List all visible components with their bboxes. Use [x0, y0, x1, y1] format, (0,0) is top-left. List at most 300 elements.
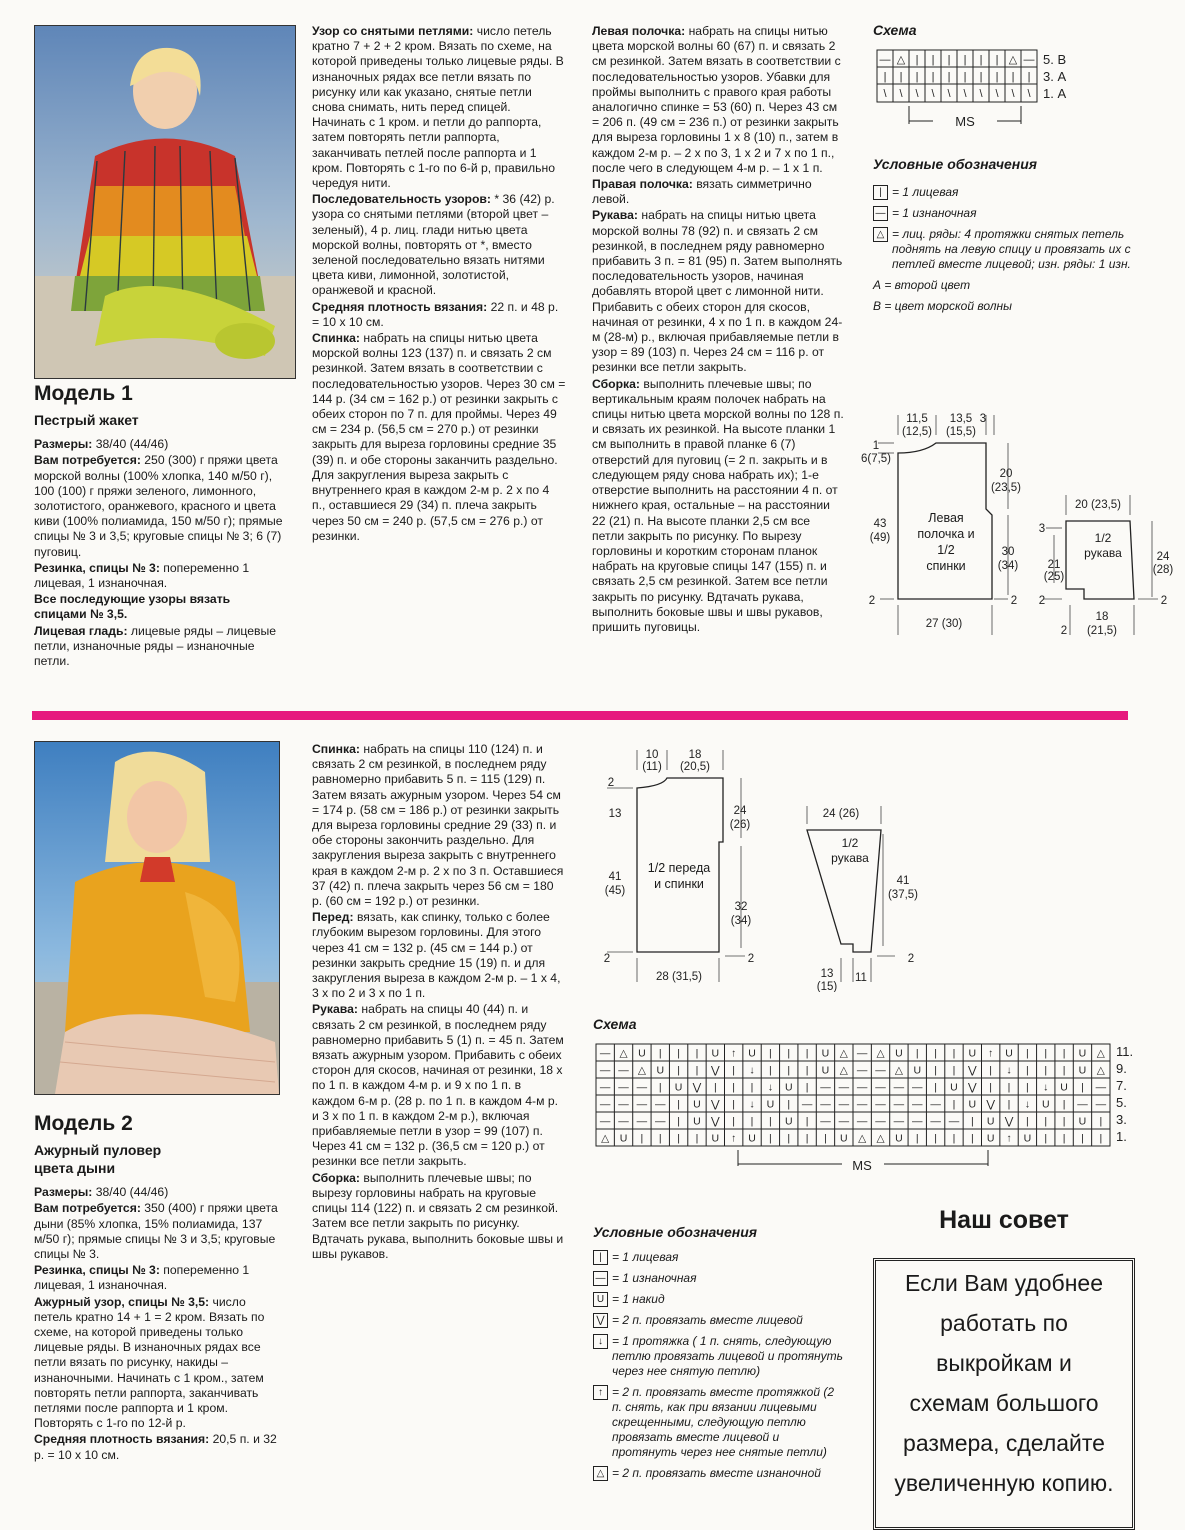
dim: 18 — [1095, 611, 1109, 623]
svg-text:|: | — [1027, 71, 1031, 83]
lace-chart-cell: △ — [1096, 1064, 1105, 1077]
piece-label: 1/2 переда и спинки — [647, 861, 711, 891]
lace-chart-cell: — — [820, 1098, 831, 1111]
dim: 18 — [688, 749, 702, 761]
legend-text: = лиц. ряды: 4 протяжки снятых петель поднять на левую спицу и провязать их с петлей вместе лицевой; изн. ряды: 1 изн. — [892, 227, 1131, 271]
label: Размеры: — [34, 437, 93, 452]
lace-chart-cell: △ — [839, 1064, 848, 1077]
legend-symbol: ⋁ — [593, 1313, 608, 1328]
svg-text:|: | — [915, 54, 919, 66]
lace-chart-cell: | — [695, 1047, 699, 1060]
text: 38/40 (44/46) — [95, 437, 169, 452]
dim: (11) — [642, 761, 662, 773]
svg-text:\: \ — [1011, 88, 1015, 100]
lace-chart-cell: | — [970, 1115, 974, 1128]
lace-chart-cell: — — [636, 1081, 648, 1094]
text: выполнить плечевые швы; по вырезу горловины набрать на круговые спицы 114 (122) п. и связать 2 см резинкой. Затем все петли закрыть по рисунку. Вдтачать рукава, выполнить боковые швы и швы рукавов. — [312, 1170, 564, 1261]
lace-chart-cell: | — [732, 1098, 736, 1111]
lace-chart-cell: | — [769, 1064, 772, 1077]
text: выполнить плечевые швы; по вертикальным краям полочек набрать на спицы нитью цвета морской волны по 128 п. и связать их резинкой. На высоте планки 1 см выполнить в правой планке 6 (7) отверстий для пуговиц (= 2 п. закрыть и в следующем ряду снова набрать их); 1-е отверстие выполнить на расстоянии 4 п. от нижнего края, остальные – на расстоянии 22 (21) п. На высоте планки 2,5 см все петли закрыть по рисунку. По вырезу горловины и коротким сторонам планок набрать на круговые спицы 147 (155) п. и связать 2,5 см резинкой. Затем все петли закрыть по рисунку. Вдтачать рукава, выполнить боковые швы и швы рукавов, пришить пуговицы. — [592, 376, 844, 634]
lace-chart-cell: ↓ — [1006, 1064, 1012, 1077]
dim: (25) — [1043, 571, 1065, 583]
dim: 21 — [1047, 559, 1061, 571]
lace-chart-cell: — — [912, 1098, 923, 1111]
legend-text: = 1 накид — [612, 1292, 665, 1306]
legend-text: = 2 п. провязать вместе лицевой — [612, 1313, 803, 1327]
lace-chart-cell: — — [838, 1098, 850, 1111]
text: набрать на спицы нитью цвета морской волны 123 (137) п. и связать 2 см резинкой. Затем вязать в соответствии с последовательностью узоров. Через 30 см = 144 р. (34 см = 162 р.) от резинки закрыть с обеих сторон по 7 п. для проймы. Через 49 см = 234 р. (56,5 см = 270 р.) от резинки закрыть для выреза горловины средние 35 (39) п. и обе стороны заканчить раздельно. Для закругления выреза закрыть с внутреннего края в каждом 2-м р. 2 х по 4 п., оставшиеся 29 (34) п. плеча закрыть через 50 см = 240 р. (57,5 см = 276 р.) от резинки. — [312, 331, 566, 543]
legend-item — [593, 1334, 843, 1379]
dim: 3 — [979, 413, 987, 425]
svg-text:|: | — [915, 71, 919, 83]
lace-chart-cell: | — [1081, 1132, 1084, 1145]
lace-chart-cell: U — [821, 1047, 830, 1060]
text: 20,5 п. и 32 р. = 10 х 10 см. — [34, 1432, 277, 1462]
dim: 2 — [1038, 595, 1046, 607]
scheme-row-label: 9. — [1116, 1061, 1127, 1076]
dim: 2 — [747, 953, 755, 965]
lace-chart-cell: | — [1026, 1047, 1029, 1060]
label: Узор со снятыми петлями: — [312, 24, 474, 38]
text: * 36 (42) р. узора со снятыми петлями (второй цвет – зеленый), 4 р. лиц. глади нитью цвета морской волны, повторять от *, вместо зеленой последовательно вязать нитями цвета киви, лимонной, золотистой, оранжевой и красной. — [312, 192, 555, 298]
lace-chart-cell: — — [856, 1064, 868, 1077]
lace-chart-cell: — — [856, 1047, 868, 1060]
lace-chart-cell: | — [1062, 1098, 1066, 1111]
lace-chart-cell: | — [750, 1081, 754, 1094]
lace-chart-cell: — — [1095, 1081, 1107, 1094]
legend-text: = 1 протяжка ( 1 п. снять, следующую петлю провязать лицевой и протянуть через нее снятую петлю) — [612, 1334, 843, 1378]
dim: 24 — [1156, 551, 1170, 563]
label: Вам потребуется: — [34, 453, 141, 468]
lace-chart-cell: U — [784, 1115, 793, 1128]
lace-chart-cell: U — [1060, 1081, 1068, 1094]
label: Перед: — [312, 910, 354, 925]
svg-text:|: | — [883, 71, 887, 83]
svg-text:|: | — [931, 54, 935, 66]
lace-chart-cell: — — [948, 1115, 960, 1128]
legend-a: А = второй цвет — [873, 278, 971, 292]
model1-title: Модель 1 — [34, 382, 133, 405]
svg-text:|: | — [899, 71, 903, 83]
dim: 24 (26) — [822, 808, 860, 820]
lace-chart-cell: | — [713, 1081, 717, 1094]
lace-chart-cell: | — [1044, 1047, 1048, 1060]
legend-symbol: ↑ — [593, 1385, 608, 1400]
lace-chart-cell: | — [787, 1047, 791, 1060]
dim: 2 — [603, 953, 611, 965]
dim: (34) — [997, 560, 1019, 572]
lace-chart-cell: | — [677, 1098, 680, 1111]
dim: 3 — [1038, 523, 1046, 535]
text: 38/40 (44/46) — [95, 1185, 169, 1200]
lace-chart-cell: ⋁ — [711, 1064, 720, 1077]
model1-pattern — [858, 405, 1173, 640]
lace-chart-cell: — — [1077, 1098, 1088, 1111]
advice-line: Если Вам удобнее — [905, 1270, 1103, 1296]
lace-chart-cell: — — [636, 1115, 648, 1128]
lace-chart-cell: | — [1007, 1081, 1011, 1094]
lace-chart-cell: U — [1023, 1132, 1032, 1145]
text: 350 (400) г пряжи цвета дыни (85% хлопка, 15% полиамида, 137 м/50 г); прямые спицы № 3 и 3,5; круговые спицы № 3. — [34, 1201, 278, 1262]
lace-chart-cell: | — [952, 1064, 956, 1077]
lace-chart-cell: U — [1078, 1064, 1087, 1077]
lace-chart-cell: ↓ — [767, 1081, 774, 1094]
svg-text:|: | — [979, 54, 983, 66]
lace-chart-cell: | — [952, 1098, 956, 1111]
legend-item — [593, 1250, 843, 1265]
label: Ажурный узор, спицы № 3,5: — [34, 1294, 210, 1309]
lace-chart-cell: | — [1026, 1064, 1029, 1077]
lace-chart-cell: | — [732, 1081, 736, 1094]
lace-chart-cell: — — [820, 1081, 831, 1094]
legend-text: = 1 лицевая — [892, 185, 959, 199]
lace-chart-cell: | — [952, 1132, 956, 1145]
lace-chart-cell: U — [986, 1132, 995, 1145]
text: 250 (300) г пряжи цвета морской волны (100% хлопка, 140 м/50 г), 100 (100) г пряжи зеленого, лимонного, золотистого, оранжевого, красного и цвета киви (100% полиамида, 150 м/50 г); прямые спицы № 3 и 3,5; круговые спицы № 3; 6 (7) пуговиц. — [34, 453, 283, 559]
dim: (28) — [1152, 564, 1173, 576]
legend-item — [873, 206, 1133, 221]
model1-col2 — [312, 24, 566, 545]
label: Средняя плотность вязания: — [312, 299, 488, 314]
lace-chart-cell: — — [930, 1115, 941, 1128]
lace-chart-cell: | — [989, 1064, 993, 1077]
lace-chart-cell: △ — [839, 1047, 848, 1060]
dim: 6(7,5) — [860, 453, 892, 465]
legend-item — [593, 1385, 843, 1460]
legend-symbol: U — [593, 1292, 608, 1307]
legend-symbol: | — [593, 1250, 608, 1265]
lace-chart-cell: | — [1062, 1047, 1066, 1060]
label: Вам потребуется: — [34, 1201, 141, 1216]
scheme-row-label: 3. — [1116, 1112, 1127, 1127]
scheme-row-label: 1. — [1116, 1129, 1127, 1144]
lace-chart-cell: U — [950, 1081, 958, 1094]
ms-label: MS — [852, 1158, 872, 1173]
dim: 11 — [855, 972, 867, 984]
lace-chart-cell: — — [820, 1115, 831, 1128]
model2-col2 — [312, 742, 566, 1263]
ms-label: MS — [955, 114, 975, 129]
lace-chart-cell: | — [769, 1132, 772, 1145]
lace-chart-cell: U — [784, 1081, 793, 1094]
svg-text:—: — — [879, 54, 891, 66]
lace-chart-cell: ↑ — [731, 1047, 737, 1060]
lace-chart-cell: — — [801, 1098, 813, 1111]
legend-item — [593, 1466, 843, 1481]
model1-subtitle: Пестрый жакет — [34, 412, 139, 429]
svg-text:|: | — [947, 54, 951, 66]
advice-line: схемам большого — [909, 1390, 1099, 1416]
legend-symbol: — — [873, 206, 888, 221]
lace-chart-cell: U — [674, 1081, 683, 1094]
lace-chart-cell: ⋁ — [968, 1064, 977, 1077]
model2-scheme-title: Схема — [593, 1016, 637, 1032]
lace-chart-cell: U — [1078, 1047, 1087, 1060]
lace-chart-cell: | — [952, 1047, 956, 1060]
lace-chart-cell: — — [875, 1081, 886, 1094]
lace-chart-cell: | — [934, 1132, 937, 1145]
model2-photo — [34, 741, 280, 1095]
lace-chart-cell: △ — [894, 1064, 903, 1077]
lace-chart-cell: | — [787, 1098, 791, 1111]
lace-chart-cell: — — [893, 1081, 905, 1094]
lace-chart-cell: | — [989, 1081, 993, 1094]
lace-chart-cell: — — [856, 1098, 868, 1111]
legend-b: В = цвет морской волны — [873, 299, 1012, 313]
lace-chart-cell: U — [968, 1098, 977, 1111]
lace-chart-cell: — — [618, 1115, 629, 1128]
advice-line: работать по — [940, 1310, 1068, 1336]
dim: 2 — [607, 777, 615, 789]
model1-scheme-title: Схема — [873, 22, 917, 38]
lace-chart-cell: | — [677, 1064, 680, 1077]
lace-chart-cell: | — [769, 1115, 772, 1128]
svg-text:|: | — [1011, 71, 1015, 83]
lace-chart-cell: | — [640, 1132, 644, 1145]
scheme-row-label: 11. — [1116, 1044, 1134, 1059]
legend-symbol: | — [873, 185, 888, 200]
dim: (21,5) — [1086, 625, 1118, 637]
advice-title: Наш совет — [939, 1206, 1069, 1234]
svg-text:\: \ — [947, 88, 951, 100]
lace-chart-cell: ↑ — [731, 1132, 737, 1145]
dim: 41 — [896, 875, 910, 887]
svg-text:|: | — [963, 54, 967, 66]
lace-chart-cell: | — [787, 1132, 791, 1145]
lace-chart-cell: U — [1005, 1047, 1013, 1060]
piece-label: Левая полочка и 1/2 спинки — [917, 511, 975, 573]
lace-chart-cell: △ — [858, 1132, 867, 1145]
advice-line: размера, сделайте — [903, 1430, 1105, 1456]
lace-chart-cell: | — [1044, 1132, 1048, 1145]
model2-photo-illustration — [35, 742, 279, 1094]
svg-text:\: \ — [883, 88, 887, 100]
label: Левая полочка: — [592, 24, 686, 38]
lace-chart-cell: — — [1095, 1098, 1107, 1111]
lace-chart-cell: ⋁ — [711, 1115, 720, 1128]
label: Резинка, спицы № 3: — [34, 1263, 160, 1278]
lace-chart-cell: | — [824, 1132, 827, 1145]
svg-text:|: | — [947, 71, 951, 83]
lace-chart-cell: | — [695, 1132, 699, 1145]
lace-chart-cell: | — [787, 1064, 791, 1077]
advice-box — [873, 1258, 1135, 1530]
legend-item — [873, 185, 1133, 200]
lace-chart-cell: | — [1026, 1081, 1029, 1094]
lace-chart-cell: ⋁ — [986, 1098, 995, 1111]
lace-chart-cell: U — [693, 1115, 701, 1128]
dim: (49) — [869, 532, 891, 544]
lace-chart-cell: | — [732, 1064, 736, 1077]
legend-item — [593, 1271, 843, 1286]
legend-symbol: △ — [593, 1466, 608, 1481]
lace-chart-cell: — — [599, 1098, 611, 1111]
lace-chart-cell: | — [970, 1132, 974, 1145]
text: набрать на спицы 40 (44) п. и связать 2 см резинкой, в последнем ряду равномерно прибавить 5 (1) п. = 45 п. Затем вязать ажурным узором. Прибавить с обеих сторон для скосов, начиная от резинки, 18 х по 1 п. в каждом 4-м р. и 9 х по 1 п. в каждом 6-м р. (28 р. по 1 п. в каждом 4-м р. и 3 х по 1 п. в каждом 2-м р.), включая прибавляемые петли в узор = 99 (107) п. Через 41 см = 132 р. (36,5 см = 120 р.) от резинки все петли закрыть. — [312, 1002, 564, 1169]
lace-chart-cell: | — [1081, 1081, 1084, 1094]
lace-chart-cell: | — [915, 1132, 919, 1145]
lace-chart-cell: U — [748, 1132, 756, 1145]
lace-chart-cell: — — [636, 1098, 648, 1111]
lace-chart-cell: △ — [637, 1064, 646, 1077]
svg-text:\: \ — [1027, 88, 1031, 100]
lace-chart-cell: △ — [876, 1132, 885, 1145]
lace-chart-cell: | — [732, 1115, 736, 1128]
lace-chart-cell: | — [805, 1064, 809, 1077]
lace-chart-cell: — — [930, 1098, 941, 1111]
lace-chart-cell: U — [638, 1047, 646, 1060]
legend-item — [873, 227, 1133, 272]
model2-pattern — [595, 742, 935, 992]
section-divider — [32, 711, 1128, 720]
lace-chart-cell: △ — [1096, 1047, 1105, 1060]
lace-chart-cell: | — [769, 1047, 772, 1060]
scheme-row-label: 5. В — [1043, 52, 1067, 67]
lace-chart-cell: — — [856, 1081, 868, 1094]
lace-chart-cell: ↓ — [1043, 1081, 1049, 1094]
lace-chart-cell: — — [599, 1047, 611, 1060]
lace-chart-cell: | — [1062, 1064, 1066, 1077]
text: вязать симметрично левой. — [592, 177, 812, 207]
dim: 2 — [907, 953, 915, 965]
dim: 32 — [734, 901, 748, 913]
dim: (26) — [729, 819, 751, 831]
legend-text: = 2 п. провязать вместе протяжкой (2 п. снять, как при вязании лицевыми скрещенными, следующую петлю провязать вместе лицевой и протянуть через нее снятые петли) — [612, 1385, 835, 1459]
lace-chart-cell: — — [655, 1098, 666, 1111]
text: лицевые ряды – лицевые петли, изнаночные ряды – изнаночные петли. — [34, 623, 277, 669]
lace-chart-cell: U — [895, 1047, 903, 1060]
model2-scheme-chart — [594, 1040, 1154, 1180]
lace-chart-cell: | — [677, 1047, 680, 1060]
legend-symbol: △ — [873, 227, 888, 242]
lace-chart-cell: | — [750, 1115, 754, 1128]
svg-text:\: \ — [963, 88, 967, 100]
legend-text: = 1 изнаночная — [892, 206, 977, 220]
dim: (34) — [730, 915, 752, 927]
dim: 2 — [1060, 625, 1068, 637]
model1-col1 — [34, 382, 286, 670]
legend-symbol: ↓ — [593, 1334, 608, 1349]
lace-chart-cell: U — [619, 1132, 628, 1145]
lace-chart-cell: — — [655, 1115, 666, 1128]
legend-text: = 1 лицевая — [612, 1250, 679, 1264]
model2-subtitle: цвета дыни — [34, 1160, 116, 1177]
lace-chart-cell: — — [893, 1098, 905, 1111]
lace-chart-cell: △ — [876, 1047, 885, 1060]
lace-chart-cell: | — [695, 1064, 699, 1077]
dim: 43 — [873, 518, 887, 530]
scheme-row-label: 5. — [1116, 1095, 1127, 1110]
lace-chart-cell: | — [1007, 1098, 1011, 1111]
label: Правая полочка: — [592, 177, 693, 192]
lace-chart-cell: ↑ — [988, 1047, 994, 1060]
text: число петель кратно 7 + 2 + 2 кром. Вязать по схеме, на которой приведены только лицевые ряды. В изнаночных рядах все петли вязать по рисунку или как указано, снятые петли снова снимать, нить перед спицей. Начинать с 1 кром. и петли до раппорта, затем повторять петли раппорта, заканчивать петлей после раппорта и 1 кром. Повторять с 1-го по 6-й р, правильно чередуя нити. — [312, 24, 564, 191]
label: Последовательность узоров: — [312, 192, 491, 207]
lace-chart-cell: — — [912, 1081, 923, 1094]
dim: 30 — [1001, 546, 1015, 558]
lace-chart-cell: U — [656, 1064, 665, 1077]
dim: (20,5) — [679, 761, 711, 773]
text: 22 п. и 48 р. = 10 х 10 см. — [312, 299, 559, 329]
dim: 2 — [1010, 595, 1018, 607]
dim: 13 — [608, 808, 622, 820]
text: набрать на спицы 110 (124) п. и связать 2 см резинкой, в последнем ряду равномерно прибавить 5 п. = 115 (129) п. Затем вязать ажурным узором. Через 54 см = 174 р. (58 см = 186 р.) от резинки закрыть для выреза горловины средние 29 (33) п. и обе стороны закончить раздельно. Для закругления выреза закрыть с внутреннего края в каждом 2-м р. 2 х по 3 п. Оставшиеся 37 (42) п. плеча закрыть через 56 см = 180 р. (60 см = 192 р.) от резинки. — [312, 742, 564, 909]
lace-chart-cell: — — [618, 1081, 629, 1094]
lace-chart-cell: | — [934, 1047, 937, 1060]
dim: 2 — [868, 595, 876, 607]
lace-chart-cell: — — [838, 1081, 850, 1094]
label: Спинка: — [312, 742, 360, 756]
svg-text:△: △ — [896, 54, 906, 66]
dim: (12,5) — [901, 426, 933, 438]
text: набрать на спицы нитью цвета морской волны 78 (92) п. и связать 2 см резинкой, в последнем ряду равномерно прибавить 3 п. = 81 (95) п. Затем выполнять последовательность узоров, начиная добавлять второй цвет с лимонной нити. Прибавить с обеих сторон для скосов, начиная от резинки, 4 х по 1 п. в каждом 24-м (28-м) р., включая прибавляемые петли в узор = 89 (103) п. Через 24 см = 116 р. от резинки все петли закрыть. — [592, 208, 843, 375]
lace-chart-cell: | — [1062, 1132, 1066, 1145]
legend-text: = 2 п. провязать вместе изнаночной — [612, 1466, 821, 1480]
label: Сборка: — [312, 1170, 360, 1185]
label: Рукава: — [312, 1002, 358, 1017]
legend-symbol: — — [593, 1271, 608, 1286]
scheme-row-label: 1. А — [1043, 86, 1067, 101]
advice-line: выкройкам и — [936, 1350, 1072, 1376]
lace-chart-cell: | — [658, 1132, 662, 1145]
text: набрать на спицы нитью цвета морской волны 60 (67) п. и связать 2 см резинкой. Затем вязать в соответствии с последовательностью узоров. Убавки для проймы выполнить с правого края работы аналогично спинке = 53 (60) п. Через 43 см = 206 п. (49 см = 236 п.) от резинки закрыть для выреза горловины 1 х 8 (10) п., затем в каждом 2-м р. – 2 х по 3, 1 х 2 и 7 х по 1 п., после чего в следующем 4-м р. – 1 х 1 п. — [592, 24, 841, 175]
svg-text:|: | — [931, 71, 935, 83]
lace-chart-cell: | — [1099, 1132, 1103, 1145]
lace-chart-cell: U — [913, 1064, 922, 1077]
dim: 13 — [820, 968, 834, 980]
svg-text:\: \ — [899, 88, 903, 100]
model2-col1 — [34, 1112, 286, 1464]
lace-chart-cell: ⋁ — [692, 1081, 702, 1094]
sleeve-label: 1/2 рукава — [1084, 531, 1122, 560]
dim: 41 — [608, 871, 622, 883]
lace-chart-cell: ↓ — [1024, 1098, 1031, 1111]
text: вязать, как спинку, только с более глубоким вырезом горловины. Для этого через 41 см = 132 р. (45 см = 144 р.) от резинки закрыть средние 15 (19) п. и для закругления выреза в каждом 2-м р. – 1 х 4, 3 х по 2 и 3 х по 1 п. — [312, 910, 561, 1001]
model1-col3 — [592, 24, 844, 636]
lace-chart-cell: | — [1044, 1115, 1048, 1128]
sleeve-label: 1/2 рукава — [831, 836, 869, 865]
lace-chart-cell: U — [766, 1098, 775, 1111]
lace-chart-cell: U — [693, 1098, 701, 1111]
lace-chart-cell: U — [840, 1132, 848, 1145]
dim: 1 — [872, 440, 880, 452]
lace-chart-cell: ↑ — [1006, 1132, 1012, 1145]
lace-chart-cell: | — [934, 1064, 937, 1077]
model2-subtitle: Ажурный пуловер — [34, 1142, 162, 1159]
lace-chart-cell: U — [895, 1132, 903, 1145]
model1-photo-illustration — [35, 26, 295, 378]
model1-legend-title: Условные обозначения — [873, 156, 1038, 172]
lace-chart-cell: ⋁ — [711, 1098, 720, 1111]
svg-text:—: — — [1023, 54, 1035, 66]
svg-text:\: \ — [979, 88, 983, 100]
dim: (23,5) — [990, 482, 1022, 494]
label: Сборка: — [592, 376, 640, 391]
model2-legend — [593, 1250, 843, 1487]
dim: (45) — [604, 885, 626, 897]
lace-chart-cell: U — [748, 1047, 756, 1060]
svg-text:|: | — [995, 71, 999, 83]
lace-chart-cell: U — [968, 1047, 977, 1060]
lace-chart-cell: ↓ — [749, 1064, 755, 1077]
legend-item — [593, 1313, 843, 1328]
svg-text:|: | — [963, 71, 967, 83]
label: Резинка, спицы № 3: — [34, 560, 160, 575]
model1-legend — [873, 185, 1133, 314]
lace-chart-cell: — — [618, 1098, 629, 1111]
label: Лицевая гладь: — [34, 623, 128, 638]
model1-photo — [34, 25, 296, 379]
